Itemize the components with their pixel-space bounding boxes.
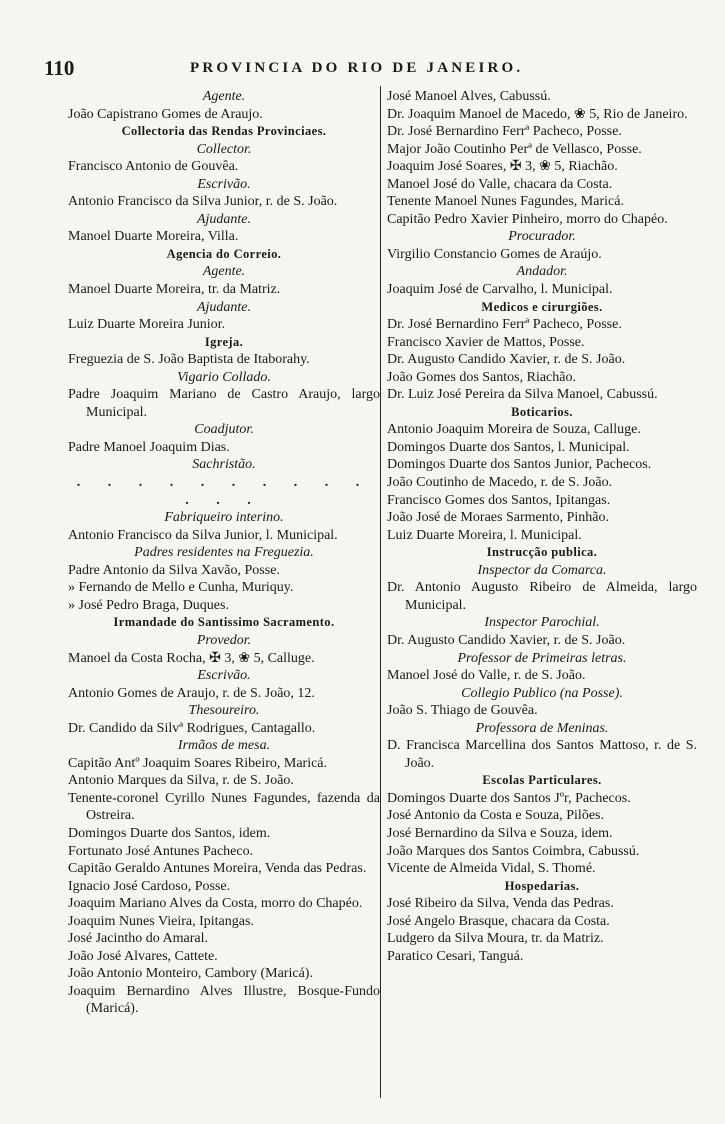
- directory-entry: Francisco Gomes dos Santos, Ipitangas.: [387, 492, 611, 508]
- directory-entry: Dr. José Bernardino Ferrª Pacheco, Posse.: [387, 317, 622, 333]
- directory-entry: José Jacintho do Amaral.: [68, 931, 208, 947]
- section-heading: Instrucção publica.: [486, 545, 598, 560]
- directory-entry: Antonio Marques da Silva, r. de S. João.: [68, 773, 294, 789]
- directory-entry: Padre Antonio da Silva Xavão, Posse.: [68, 562, 280, 578]
- directory-entry: Tenente-coronel Cyrillo Nunes Fagundes, fazenda da Ostreira.: [68, 790, 380, 824]
- directory-entry: João José de Moraes Sarmento, Pinhão.: [387, 510, 610, 526]
- left-column: [68, 88, 380, 1018]
- directory-entry: Dr. Augusto Candido Xavier, r. de S. João.: [387, 632, 626, 648]
- directory-entry: Virgilio Constancio Gomes de Araújo.: [387, 246, 602, 262]
- directory-entry: Domingos Duarte dos Santos Junior, Pachecos.: [387, 457, 652, 473]
- directory-entry: Freguezia de S. João Baptista de Itaborahy.: [68, 352, 310, 368]
- role-title: Provedor.: [196, 632, 252, 648]
- directory-entry: Manoel José do Valle, chacara da Costa.: [387, 176, 613, 192]
- directory-entry: Luiz Duarte Moreira Junior.: [68, 317, 226, 333]
- section-heading: Boticarios.: [511, 404, 573, 419]
- role-title: Fabriqueiro interino.: [164, 510, 284, 526]
- role-title: Ajudante.: [196, 211, 252, 227]
- directory-entry: » José Pedro Braga, Duques.: [68, 597, 229, 613]
- role-title: Agente.: [202, 89, 246, 104]
- directory-entry: Francisco Xavier de Mattos, Posse.: [387, 334, 585, 350]
- role-title: Coadjutor.: [194, 422, 254, 438]
- directory-entry: Antonio Gomes de Araujo, r. de S. João, 12.: [68, 685, 315, 701]
- directory-entry: Domingos Duarte dos Santos, idem.: [68, 825, 271, 841]
- running-title: PROVINCIA DO RIO DE JANEIRO.: [190, 60, 524, 76]
- directory-entry: Dr. Candido da Silvª Rodrigues, Cantagallo.: [68, 720, 316, 736]
- directory-entry: Padre Joaquim Mariano de Castro Araujo, largo Municipal.: [68, 387, 380, 420]
- role-title: Collegio Publico (na Posse).: [461, 685, 623, 701]
- role-title: Escrivão.: [197, 668, 251, 684]
- directory-entry: Antonio Francisco da Silva Junior, r. de S. João.: [68, 194, 338, 210]
- directory-entry: João Coutinho de Macedo, r. de S. João.: [387, 475, 613, 491]
- directory-entry: Domingos Duarte dos Santos Jºr, Pachecos.: [387, 790, 631, 806]
- page-number: 110: [44, 56, 75, 80]
- section-heading: Igreja.: [204, 334, 244, 349]
- directory-entry: Francisco Antonio de Gouvêa.: [68, 159, 239, 175]
- column-divider: [380, 86, 381, 1098]
- directory-entry: Fortunato José Antunes Pacheco.: [68, 843, 254, 859]
- role-title: Irmãos de mesa.: [177, 738, 271, 754]
- directory-entry: D. Francisca Marcellina dos Santos Mattoso, r. de S. João.: [387, 738, 697, 771]
- role-title: Inspector da Comarca.: [477, 562, 607, 578]
- role-title: Andador.: [516, 264, 568, 280]
- directory-entry: José Bernardino da Silva e Souza, idem.: [387, 825, 613, 841]
- directory-entry: Dr. Joaquim Manoel de Macedo, ❀ 5, Rio de Janeiro.: [387, 106, 688, 122]
- directory-entry: João S. Thiago de Gouvêa.: [387, 703, 538, 719]
- directory-entry: » Fernando de Mello e Cunha, Muriquy.: [68, 580, 294, 596]
- directory-entry: Antonio Joaquim Moreira de Souza, Calluge.: [387, 422, 641, 438]
- role-title: Sachristão.: [192, 457, 256, 473]
- directory-entry: Domingos Duarte dos Santos, l. Municipal.: [387, 439, 630, 455]
- directory-entry: Manoel Duarte Moreira, tr. da Matriz.: [68, 282, 281, 298]
- directory-entry: João Gomes dos Santos, Riachão.: [387, 369, 576, 385]
- role-title: Ajudante.: [196, 299, 252, 315]
- directory-entry: Dr. Luiz José Pereira da Silva Manoel, Cabussú.: [387, 387, 658, 403]
- role-title: Agente.: [202, 264, 246, 280]
- directory-entry: João Antonio Monteiro, Cambory (Maricá).: [68, 966, 313, 982]
- directory-entry: Paratico Cesari, Tanguá.: [387, 948, 524, 964]
- directory-entry: Dr. Augusto Candido Xavier, r. de S. João.: [387, 352, 626, 368]
- role-title: Escrivão.: [197, 176, 251, 192]
- directory-entry: Vicente de Almeida Vidal, S. Thomé.: [387, 861, 596, 877]
- directory-entry: João Capistrano Gomes de Araujo.: [68, 106, 263, 122]
- directory-entry: Capitão Geraldo Antunes Moreira, Venda das Pedras.: [68, 861, 367, 877]
- role-title: Vigario Collado.: [177, 369, 271, 385]
- directory-entry: Manoel da Costa Rocha, ✠ 3, ❀ 5, Calluge.: [68, 650, 315, 666]
- directory-entry: José Ribeiro da Silva, Venda das Pedras.: [387, 896, 614, 912]
- directory-entry: Major João Coutinho Perª de Vellasco, Posse.: [387, 141, 642, 157]
- section-heading: Escolas Particulares.: [482, 773, 602, 788]
- role-title: Thesoureiro.: [188, 703, 260, 719]
- directory-entry: Capitão Antº Joaquim Soares Ribeiro, Maricá.: [68, 755, 328, 771]
- directory-entry: Joaquim José Soares, ✠ 3, ❀ 5, Riachão.: [387, 159, 618, 175]
- role-title: Procurador.: [508, 229, 576, 245]
- directory-entry: Antonio Francisco da Silva Junior, l. Municipal.: [68, 527, 338, 543]
- page-header: [40, 56, 680, 80]
- directory-entry: Ignacio José Cardoso, Posse.: [68, 878, 231, 894]
- section-heading: Agencia do Correio.: [166, 246, 282, 261]
- directory-entry: Dr. José Bernardino Ferrª Pacheco, Posse.: [387, 124, 622, 140]
- role-title: Inspector Parochial.: [484, 615, 600, 631]
- directory-entry: Joaquim Bernardino Alves Illustre, Bosque-Fundo (Maricá).: [68, 983, 380, 1017]
- section-heading: Collectoria das Rendas Provinciaes.: [121, 124, 327, 139]
- role-title: Professora de Meninas.: [475, 720, 609, 736]
- directory-entry: José Angelo Brasque, chacara da Costa.: [387, 913, 610, 929]
- directory-entry: Joaquim José de Carvalho, l. Municipal.: [387, 282, 613, 298]
- directory-entry: José Manoel Alves, Cabussú.: [387, 89, 551, 104]
- directory-entry: Joaquim Nunes Vieira, Ipitangas.: [68, 913, 254, 929]
- directory-entry: Tenente Manoel Nunes Fagundes, Maricá.: [387, 194, 624, 210]
- directory-entry: Manoel José do Valle, r. de S. João.: [387, 668, 586, 684]
- role-title: Padres residentes na Freguezia.: [134, 545, 314, 561]
- section-heading: Medicos e cirurgiões.: [481, 299, 603, 314]
- directory-entry: Ludgero da Silva Moura, tr. da Matriz.: [387, 931, 604, 947]
- right-column: [387, 88, 697, 965]
- directory-entry: Dr. Antonio Augusto Ribeiro de Almeida, largo Municipal.: [387, 580, 697, 613]
- role-title: Collector.: [196, 141, 252, 157]
- directory-entry: João Marques dos Santos Coimbra, Cabussú.: [387, 843, 640, 859]
- role-title: Professor de Primeiras letras.: [457, 650, 627, 666]
- directory-entry: José Antonio da Costa e Souza, Pilões.: [387, 808, 604, 824]
- directory-entry: Joaquim Mariano Alves da Costa, morro do Chapéo.: [68, 896, 363, 912]
- directory-entry: Padre Manoel Joaquim Dias.: [68, 439, 230, 455]
- section-heading: Irmandade do Santissimo Sacramento.: [113, 615, 335, 630]
- omitted-dots: . . . . . . . . . . . . .: [76, 475, 372, 508]
- directory-entry: Manoel Duarte Moreira, Villa.: [68, 229, 239, 245]
- directory-entry: João José Alvares, Cattete.: [68, 948, 218, 964]
- directory-entry: Luiz Duarte Moreira, l. Municipal.: [387, 527, 582, 543]
- directory-entry: Capitão Pedro Xavier Pinheiro, morro do Chapéo.: [387, 211, 668, 227]
- section-heading: Hospedarias.: [504, 878, 580, 893]
